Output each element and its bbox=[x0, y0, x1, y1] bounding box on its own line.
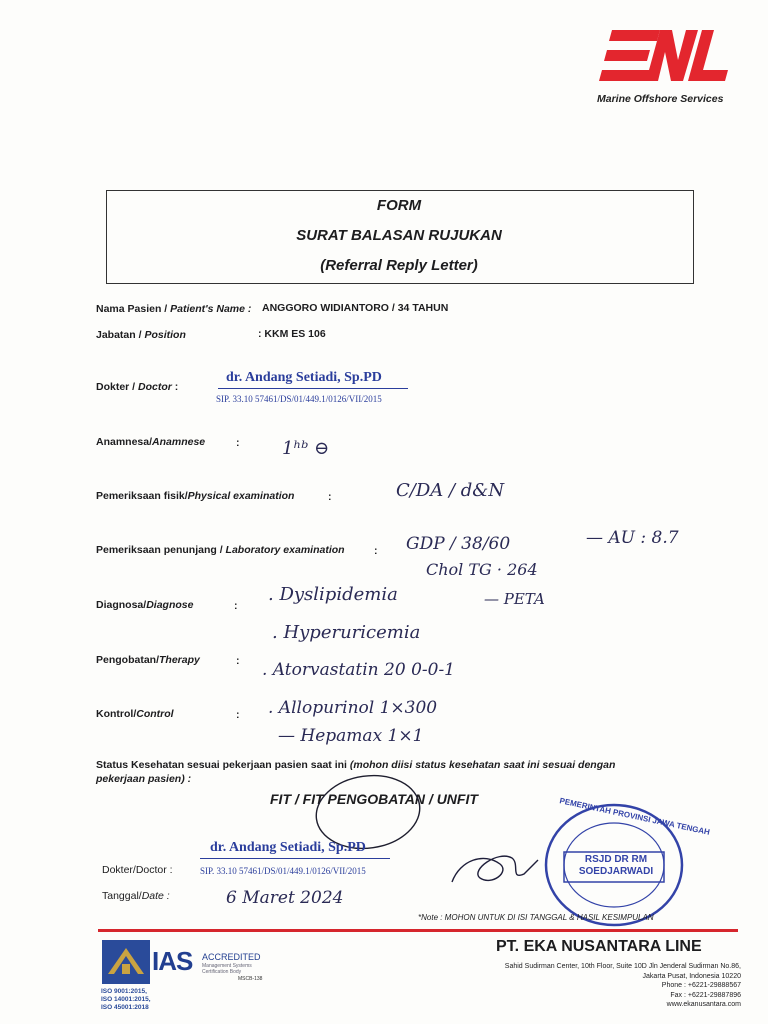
lab-colon: : bbox=[374, 545, 378, 557]
accredited-code: MSCB-138 bbox=[238, 976, 263, 982]
therapy-colon: : bbox=[236, 655, 240, 667]
enl-logo bbox=[598, 30, 728, 92]
official-stamp-ring-text: PEMERINTAH PROVINSI JAWA TENGAH bbox=[558, 796, 711, 837]
diagnosis-label: Diagnosa/Diagnose bbox=[96, 599, 194, 611]
signature-doctor-sip: SIP. 33.10 57461/DS/01/449.1/0126/VII/2015 bbox=[200, 866, 366, 876]
therapy-label: Pengobatan/Therapy bbox=[96, 654, 200, 666]
diagnosis-handwriting-1: . Dyslipidemia bbox=[268, 584, 398, 605]
control-colon: : bbox=[236, 709, 240, 721]
date-handwriting: 6 Maret 2024 bbox=[226, 888, 344, 908]
fit-options: FIT / FIT PENGOBATAN / UNFIT bbox=[270, 791, 478, 807]
doctor-stamp-sip: SIP. 33.10 57461/DS/01/449.1/0126/VII/2015 bbox=[216, 394, 382, 404]
diagnosis-handwriting-2: — PETA bbox=[484, 590, 545, 608]
control-handwriting-1: . Allopurinol 1×300 bbox=[268, 698, 438, 718]
form-title: FORM bbox=[376, 197, 422, 214]
anamnesa-label: Anamnesa/Anamnese bbox=[96, 436, 206, 448]
physical-colon: : bbox=[328, 491, 332, 503]
position-value: : KKM ES 106 bbox=[258, 328, 326, 340]
patient-label: Nama Pasien / Patient's Name : bbox=[96, 303, 252, 315]
accredited-text: ACCREDITED bbox=[202, 952, 261, 962]
ias-logo-icon bbox=[102, 940, 150, 984]
footer-divider bbox=[98, 929, 738, 932]
company-address: Sahid Sudirman Center, 10th Floor, Suite 10D Jln Jenderal Sudirman No.86, Jakarta Pusat, Indonesia 10220 Phone : +6221-29888567 Fax : +6221-29887896 www.ekanusantara.com bbox=[504, 963, 741, 1008]
accredited-sub: Management Systems Certification Body bbox=[202, 963, 252, 975]
official-stamp-center: RSJD DR RM SOEDJARWADI bbox=[578, 854, 654, 877]
ias-logo-text: IAS bbox=[152, 946, 193, 976]
signature-stamp-line bbox=[200, 858, 390, 859]
lab-handwriting-3: Chol TG · 264 bbox=[426, 560, 538, 579]
iso-list: ISO 9001:2015, ISO 14001:2015, ISO 45001:2018 bbox=[101, 988, 151, 1011]
doctor-stamp-name: dr. Andang Setiadi, Sp.PD bbox=[226, 370, 382, 385]
anamnesa-colon: : bbox=[236, 437, 240, 449]
signature-doctor-label: Dokter/Doctor : bbox=[102, 864, 173, 876]
control-label: Kontrol/Control bbox=[96, 708, 174, 720]
doctor-stamp-line bbox=[218, 388, 408, 389]
therapy-handwriting: . Atorvastatin 20 0-0-1 bbox=[262, 660, 456, 680]
doctor-label: Dokter / Doctor : bbox=[96, 381, 179, 393]
physical-label: Pemeriksaan fisik/Physical examination bbox=[96, 490, 295, 502]
lab-handwriting-1: GDP / 38/60 bbox=[406, 534, 511, 554]
form-subtitle: SURAT BALASAN RUJUKAN bbox=[296, 227, 502, 244]
signature-doctor-name: dr. Andang Setiadi, Sp.PD bbox=[210, 840, 366, 855]
date-label: Tanggal/Date : bbox=[102, 890, 170, 902]
footnote: *Note : MOHON UNTUK DI ISI TANGGAL & HASIL KESIMPULAN bbox=[418, 913, 654, 922]
health-status-question: Status Kesehatan sesuai pekerjaan pasien saat ini (mohon diisi status kesehatan saat ini sesuai dengan pekerjaan pasien) : bbox=[96, 759, 616, 785]
company-name: PT. EKA NUSANTARA LINE bbox=[496, 938, 702, 955]
physical-handwriting: C/DA / d&N bbox=[396, 480, 505, 501]
diagnosis-handwriting-3: . Hyperuricemia bbox=[272, 622, 421, 643]
lab-label: Pemeriksaan penunjang / Laboratory examination bbox=[96, 544, 345, 556]
lab-handwriting-2: — AU : 8.7 bbox=[586, 528, 679, 548]
form-subtitle-en: (Referral Reply Letter) bbox=[320, 257, 478, 274]
logo-tagline: Marine Offshore Services bbox=[597, 93, 724, 105]
position-label: Jabatan / Position bbox=[96, 329, 186, 341]
diagnosis-colon: : bbox=[234, 600, 238, 612]
anamnesa-handwriting: 1ʰᵇ ⊖ bbox=[282, 438, 330, 459]
control-handwriting-2: — Hepamax 1×1 bbox=[278, 726, 424, 746]
patient-value: ANGGORO WIDIANTORO / 34 TAHUN bbox=[262, 302, 449, 314]
